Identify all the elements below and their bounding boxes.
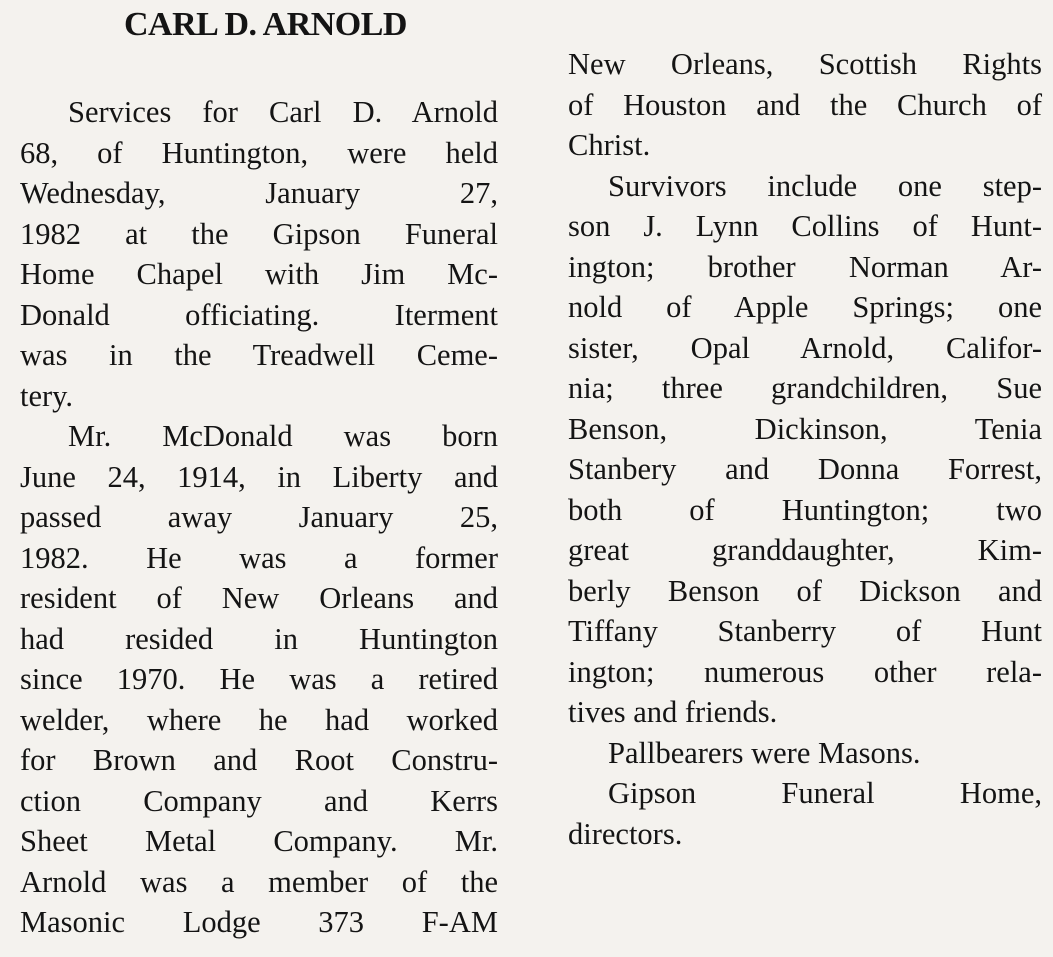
text-line: both of Huntington; two <box>568 492 1042 527</box>
text-line: nia; three grandchildren, Sue <box>568 371 1042 405</box>
text-line: nold of Apple Springs; one <box>568 290 1042 324</box>
text-line: for Brown and Root Constru- <box>20 743 498 777</box>
text-line: welder, where he had worked <box>20 702 498 737</box>
text-line: Benson, Dickinson, Tenia <box>568 411 1042 446</box>
text-line: son J. Lynn Collins of Hunt- <box>568 209 1042 243</box>
text-line: New Orleans, Scottish Rights <box>568 47 1042 81</box>
text-line: since 1970. He was a retired <box>20 662 498 696</box>
biography-paragraph <box>20 416 498 943</box>
text-line: passed away January 25, <box>20 500 498 534</box>
text-line: Masonic Lodge 373 F-AM <box>20 905 498 939</box>
left-column <box>20 92 498 943</box>
obituary-headline: CARL D. ARNOLD <box>124 6 407 43</box>
text-line: was in the Treadwell Ceme- <box>20 338 498 372</box>
text-line: Donald officiating. Iterment <box>20 297 498 332</box>
text-line: Sheet Metal Company. Mr. <box>20 824 498 858</box>
text-line: Survivors include one step- <box>608 168 1042 203</box>
text-line: 68, of Huntington, were held <box>20 135 498 170</box>
text-line: of Houston and the Church of <box>568 87 1042 122</box>
text-line: June 24, 1914, in Liberty and <box>20 459 498 494</box>
text-line: berly Benson of Dickson and <box>568 573 1042 608</box>
text-line: Christ. <box>568 128 651 162</box>
text-line: ction Company and Kerrs <box>20 783 498 818</box>
text-line: Gipson Funeral Home, <box>608 776 1042 810</box>
services-paragraph <box>20 92 498 416</box>
text-line: resident of New Orleans and <box>20 581 498 615</box>
text-line: Arnold was a member of the <box>20 864 498 899</box>
text-line: ington; brother Norman Ar- <box>568 249 1042 284</box>
text-line: had resided in Huntington <box>20 621 498 656</box>
text-line: Home Chapel with Jim Mc- <box>20 257 498 291</box>
text-line: directors. <box>568 816 683 851</box>
right-column <box>568 44 1042 854</box>
text-line: Wednesday, January 27, <box>20 176 498 210</box>
continuation-paragraph <box>568 44 1042 166</box>
text-line: Services for Carl D. Arnold <box>68 95 498 129</box>
text-line: Stanbery and Donna Forrest, <box>568 452 1042 486</box>
text-line: great granddaughter, Kim- <box>568 533 1042 567</box>
text-line: Tiffany Stanberry of Hunt <box>568 614 1042 648</box>
text-line: tives and friends. <box>568 695 778 729</box>
pallbearers-paragraph <box>568 733 1042 774</box>
directors-paragraph <box>568 773 1042 854</box>
text-line: Pallbearers were Masons. <box>608 735 921 770</box>
text-line: ington; numerous other rela- <box>568 654 1042 689</box>
text-line: Mr. McDonald was born <box>68 419 498 453</box>
text-line: 1982. He was a former <box>20 540 498 575</box>
survivors-paragraph <box>568 166 1042 733</box>
text-line: sister, Opal Arnold, Califor- <box>568 330 1042 365</box>
text-line: 1982 at the Gipson Funeral <box>20 216 498 251</box>
text-line: tery. <box>20 378 74 413</box>
